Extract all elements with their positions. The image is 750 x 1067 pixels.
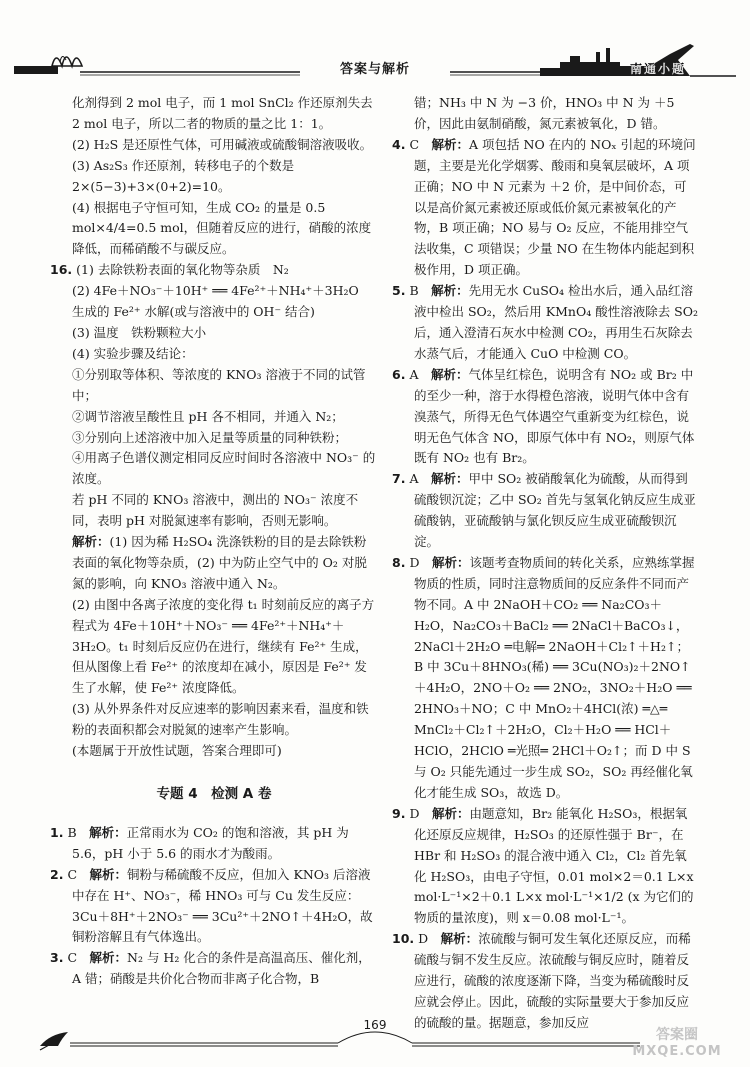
answer-text: A (409, 366, 431, 382)
answer-text: (4) 实验步骤及结论： (72, 345, 194, 361)
explanation-text: 先用无水 CuSO₄ 检出水后，通入品红溶液中检出 SO₂，然后用 KMnO₄ 酸性溶液除去 SO₂ 后，通入澄清石灰水中检测 CO₂，再用生石灰除去水蒸气后，才能通入 CuO 中检测 CO。 (414, 283, 698, 361)
question-number: 8. (392, 554, 406, 570)
answer-text: 化剂得到 2 mol 电子，而 1 mol SnCl₂ 作还原剂失去 2 mol 电子，所以二者的物质的量之比 1：1。 (72, 95, 373, 131)
answer-line (50, 365, 378, 407)
answer-text: 若 pH 不同的 KNO₃ 溶液中，测出的 NO₃⁻ 浓度不同，表明 pH 对脱氮速率有影响，否则无影响。 (72, 492, 359, 529)
answer-text: (3) 温度 铁粉颗粒大小 (72, 324, 207, 340)
answer-text: D (409, 554, 432, 570)
answer-text: B (409, 283, 432, 299)
explanation-label: 解析： (431, 554, 470, 570)
answer-line (50, 93, 378, 135)
answer-line (50, 595, 378, 700)
question-number: 10. (392, 931, 415, 947)
answer-text: (3) 从外界条件对反应速率的影响因素来看，温度和铁粉的表面积都会对脱氮的速率产生影响。 (72, 701, 369, 738)
answer-text: (2) H₂S 是还原性气体，可用碱液或硫酸铜溶液吸收。 (72, 136, 373, 152)
answer-line (50, 344, 378, 365)
question-number: 5. (392, 283, 406, 299)
answer-line (392, 93, 698, 135)
answer-text: D (418, 931, 441, 947)
header-title: 答案与解析 (339, 62, 410, 77)
watermark (622, 1024, 732, 1064)
question-number: 3. (50, 950, 64, 966)
answer-text: (2) 4Fe＋NO₃⁻＋10H⁺ ══ 4Fe²⁺＋NH₄⁺＋3H₂O 生成的 Fe²⁺ 水解(或与溶液中的 OH⁻ 结合) (72, 283, 372, 320)
answer-line (50, 428, 378, 449)
answer-item (50, 260, 378, 281)
left-column (50, 93, 378, 990)
question-number: 7. (392, 471, 406, 487)
question-number: 16. (50, 262, 73, 278)
quill-pen-icon (40, 1032, 68, 1050)
answer-text: (本题属于开放性试题，答案合理即可) (72, 743, 282, 759)
explanation-text: 甲中 SO₂ 被硝酸氧化为硫酸，从而得到硫酸钡沉淀；乙中 SO₂ 首先与氢氧化钠反应生成亚硫酸钠，亚硫酸钠与氯化钡反应生成亚硫酸钡沉淀。 (414, 471, 696, 550)
watermark-name: 答案圈 (656, 1027, 698, 1043)
explanation-text: N₂ 与 H₂ 化合的条件是高温高压、催化剂，A 错；硝酸是共价化合物而非离子化合物，B (72, 950, 371, 987)
explanation-label: 解析： (431, 805, 470, 821)
question-number: 4. (392, 136, 406, 152)
explanation-label: 解析： (430, 366, 469, 382)
answer-item (392, 365, 698, 470)
explanation-label: 解析： (430, 471, 469, 487)
answer-line (50, 699, 378, 741)
answer-text: C (67, 866, 90, 882)
answer-line (50, 490, 378, 532)
answer-text: (1) 去除铁粉表面的氧化物等杂质 N₂ (76, 262, 289, 278)
answer-item (50, 823, 378, 865)
answer-line (50, 448, 378, 490)
answer-line (50, 532, 378, 595)
explanation-text: 正常雨水为 CO₂ 的饱和溶液，其 pH 为 5.6，pH 小于 5.6 的雨水才为酸雨。 (72, 824, 349, 861)
question-number: 9. (392, 805, 406, 821)
answer-line (50, 156, 378, 198)
answer-text: 错；NH₃ 中 N 为 −3 价，HNO₃ 中 N 为 ＋5 价，因此由氨制硝酸，氮元素被氧化，D 错。 (414, 95, 675, 131)
answer-text: (2) 由图中各离子浓度的变化得 t₁ 时刻前反应的离子方程式为 4Fe＋10H⁺＋NO₃⁻ ══ 4Fe²⁺＋NH₄⁺＋3H₂O。t₁ 时刻后反应仍在进行，继续有 Fe²⁺ 生成，但从图像上看 Fe²⁺ 的浓度却在减小，原因是 Fe²⁺ 发生了水解，使 Fe²⁺ 浓度降低。 (72, 596, 375, 696)
answer-text: C (67, 950, 90, 966)
page-number: 169 (363, 1018, 387, 1032)
answer-line (50, 741, 378, 762)
answer-text: ①分别取等体积、等浓度的 KNO₃ 溶液于不同的试管中； (72, 366, 366, 403)
explanation-text: A 项包括 NO 在内的 NOₓ 引起的环境问题，主要是光化学烟雾、酸雨和臭氧层破坏，A 项正确；NO 中 N 元素为 ＋2 价，是中间价态，可以是高价氮元素被还原或低价氮元素被氧化的产物，B 项正确；NO 易与 O₂ 反应，不能用排空气法收集，C 项错误；少量 NO 在生物体内能起到积极作用，D 项正确。 (414, 136, 696, 278)
watermark-site: MXQE.COM (632, 1044, 722, 1059)
answer-line (50, 407, 378, 428)
question-number: 2. (50, 866, 64, 882)
answer-line (50, 281, 378, 323)
explanation-label: 解析： (431, 136, 470, 152)
answer-line (50, 323, 378, 344)
answer-item (50, 948, 378, 990)
answer-item (392, 281, 698, 365)
header-brand: 南通小题 (629, 62, 686, 76)
right-column (392, 93, 698, 1034)
explanation-label: 解析： (72, 534, 110, 550)
answer-item (50, 865, 378, 949)
answer-text: D (409, 805, 432, 821)
answer-text: (1) 因为稀 H₂SO₄ 洗涤铁粉的目的是去除铁粉表面的氧化物等杂质，(2) 中为防止空气中的 O₂ 对脱氮的影响，向 KNO₃ 溶液中通入 N₂。 (72, 534, 367, 591)
answer-text: C (409, 136, 432, 152)
explanation-label: 解析： (440, 931, 479, 947)
answer-line (50, 135, 378, 156)
explanation-label: 解析： (89, 824, 127, 840)
explanation-text: 气体呈红棕色，说明含有 NO₂ 或 Br₂ 中的至少一种，溶于水得橙色溶液，说明气体中含有溴蒸气，所得无色气体遇空气重新变为红棕色，说明无色气体含 NO，即原气体中有 NO₂，则原气体既有 NO₂ 也有 Br₂。 (414, 366, 695, 466)
answer-item (392, 469, 698, 553)
answer-text: ④用离子色谱仪测定相同反应时间时各溶液中 NO₃⁻ 的浓度。 (72, 450, 376, 487)
section-title: 专题 4 检测 A 卷 (156, 786, 272, 802)
answer-item (392, 804, 698, 929)
answer-line (50, 198, 378, 261)
question-number: 6. (392, 366, 406, 382)
explanation-label: 解析： (431, 283, 469, 299)
explanation-text: 浓硫酸与铜可发生氧化还原反应，而稀硫酸与铜不发生反应。浓硫酸与铜反应时，随着反应进行，硫酸的浓度逐渐下降，当变为稀硫酸时反应就会停止。因此，硫酸的实际量要大于参加反应的硫酸的量。据题意，参加反应 (414, 931, 691, 1030)
answer-text: (4) 根据电子守恒可知，生成 CO₂ 的量是 0.5 mol×4/4=0.5 mol，但随着反应的进行，硝酸的浓度降低，而稀硝酸不与碳反应。 (72, 199, 372, 257)
explanation-label: 解析： (89, 866, 128, 882)
answer-item (392, 553, 698, 804)
answer-text: A (409, 471, 431, 487)
explanation-text: 由题意知，Br₂ 能氧化 H₂SO₃，根据氧化还原反应规律，H₂SO₃ 的还原性强于 Br⁻，在 HBr 和 H₂SO₃ 的混合液中通入 Cl₂，Cl₂ 首先氧化 H₂SO₃，由电子守恒，0.01 mol×2＝0.1 L×x mol·L⁻¹×2＋0.1 L×x mol·L⁻¹×1/2 (x 为它们的物质的量浓度)，则 x＝0.08 mol·L⁻¹。 (414, 805, 694, 926)
explanation-label: 解析： (89, 950, 128, 966)
answer-item (392, 929, 698, 1034)
explanation-text: 铜粉与稀硫酸不反应，但加入 KNO₃ 后溶液中存在 H⁺、NO₃⁻，稀 HNO₃ 可与 Cu 发生反应：3Cu＋8H⁺＋2NO₃⁻ ══ 3Cu²⁺＋2NO↑＋4H₂O，故铜粉溶解且有气体逸出。 (72, 866, 373, 945)
answer-text: ②调节溶液呈酸性且 pH 各不相同，并通入 N₂； (72, 408, 344, 424)
explanation-text: 该题考查物质间的转化关系，应熟练掌握物质的性质，同时注意物质间的反应条件不同而产物不同。A 中 2NaOH＋CO₂ ══ Na₂CO₃＋H₂O，Na₂CO₃＋BaCl₂ ══ 2NaCl＋BaCO₃↓，2NaCl＋2H₂O ═电解═ 2NaOH＋Cl₂↑＋H₂↑；B 中 3Cu＋8HNO₃(稀) ══ 3Cu(NO₃)₂＋2NO↑＋4H₂O，2NO＋O₂ ══ 2NO₂，3NO₂＋H₂O ══ 2HNO₃＋NO；C 中 MnO₂＋4HCl(浓) ═△═ MnCl₂＋Cl₂↑＋2H₂O，Cl₂＋H₂O ══ HCl＋HClO，2HClO ═光照═ 2HCl＋O₂↑；而 D 中 S 与 O₂ 只能先通过一步生成 SO₂，SO₂ 再经催化氧化才能生成 SO₃，故选 D。 (414, 554, 695, 800)
answer-item (392, 135, 698, 281)
answer-text: ③分别向上述溶液中加入足量等质量的同种铁粉； (72, 429, 348, 445)
answer-text: B (67, 824, 90, 840)
question-number: 1. (50, 824, 64, 840)
answer-text: (3) As₂S₃ 作还原剂，转移电子的个数是 2×(5−3)+3×(0+2)=10。 (72, 157, 295, 194)
